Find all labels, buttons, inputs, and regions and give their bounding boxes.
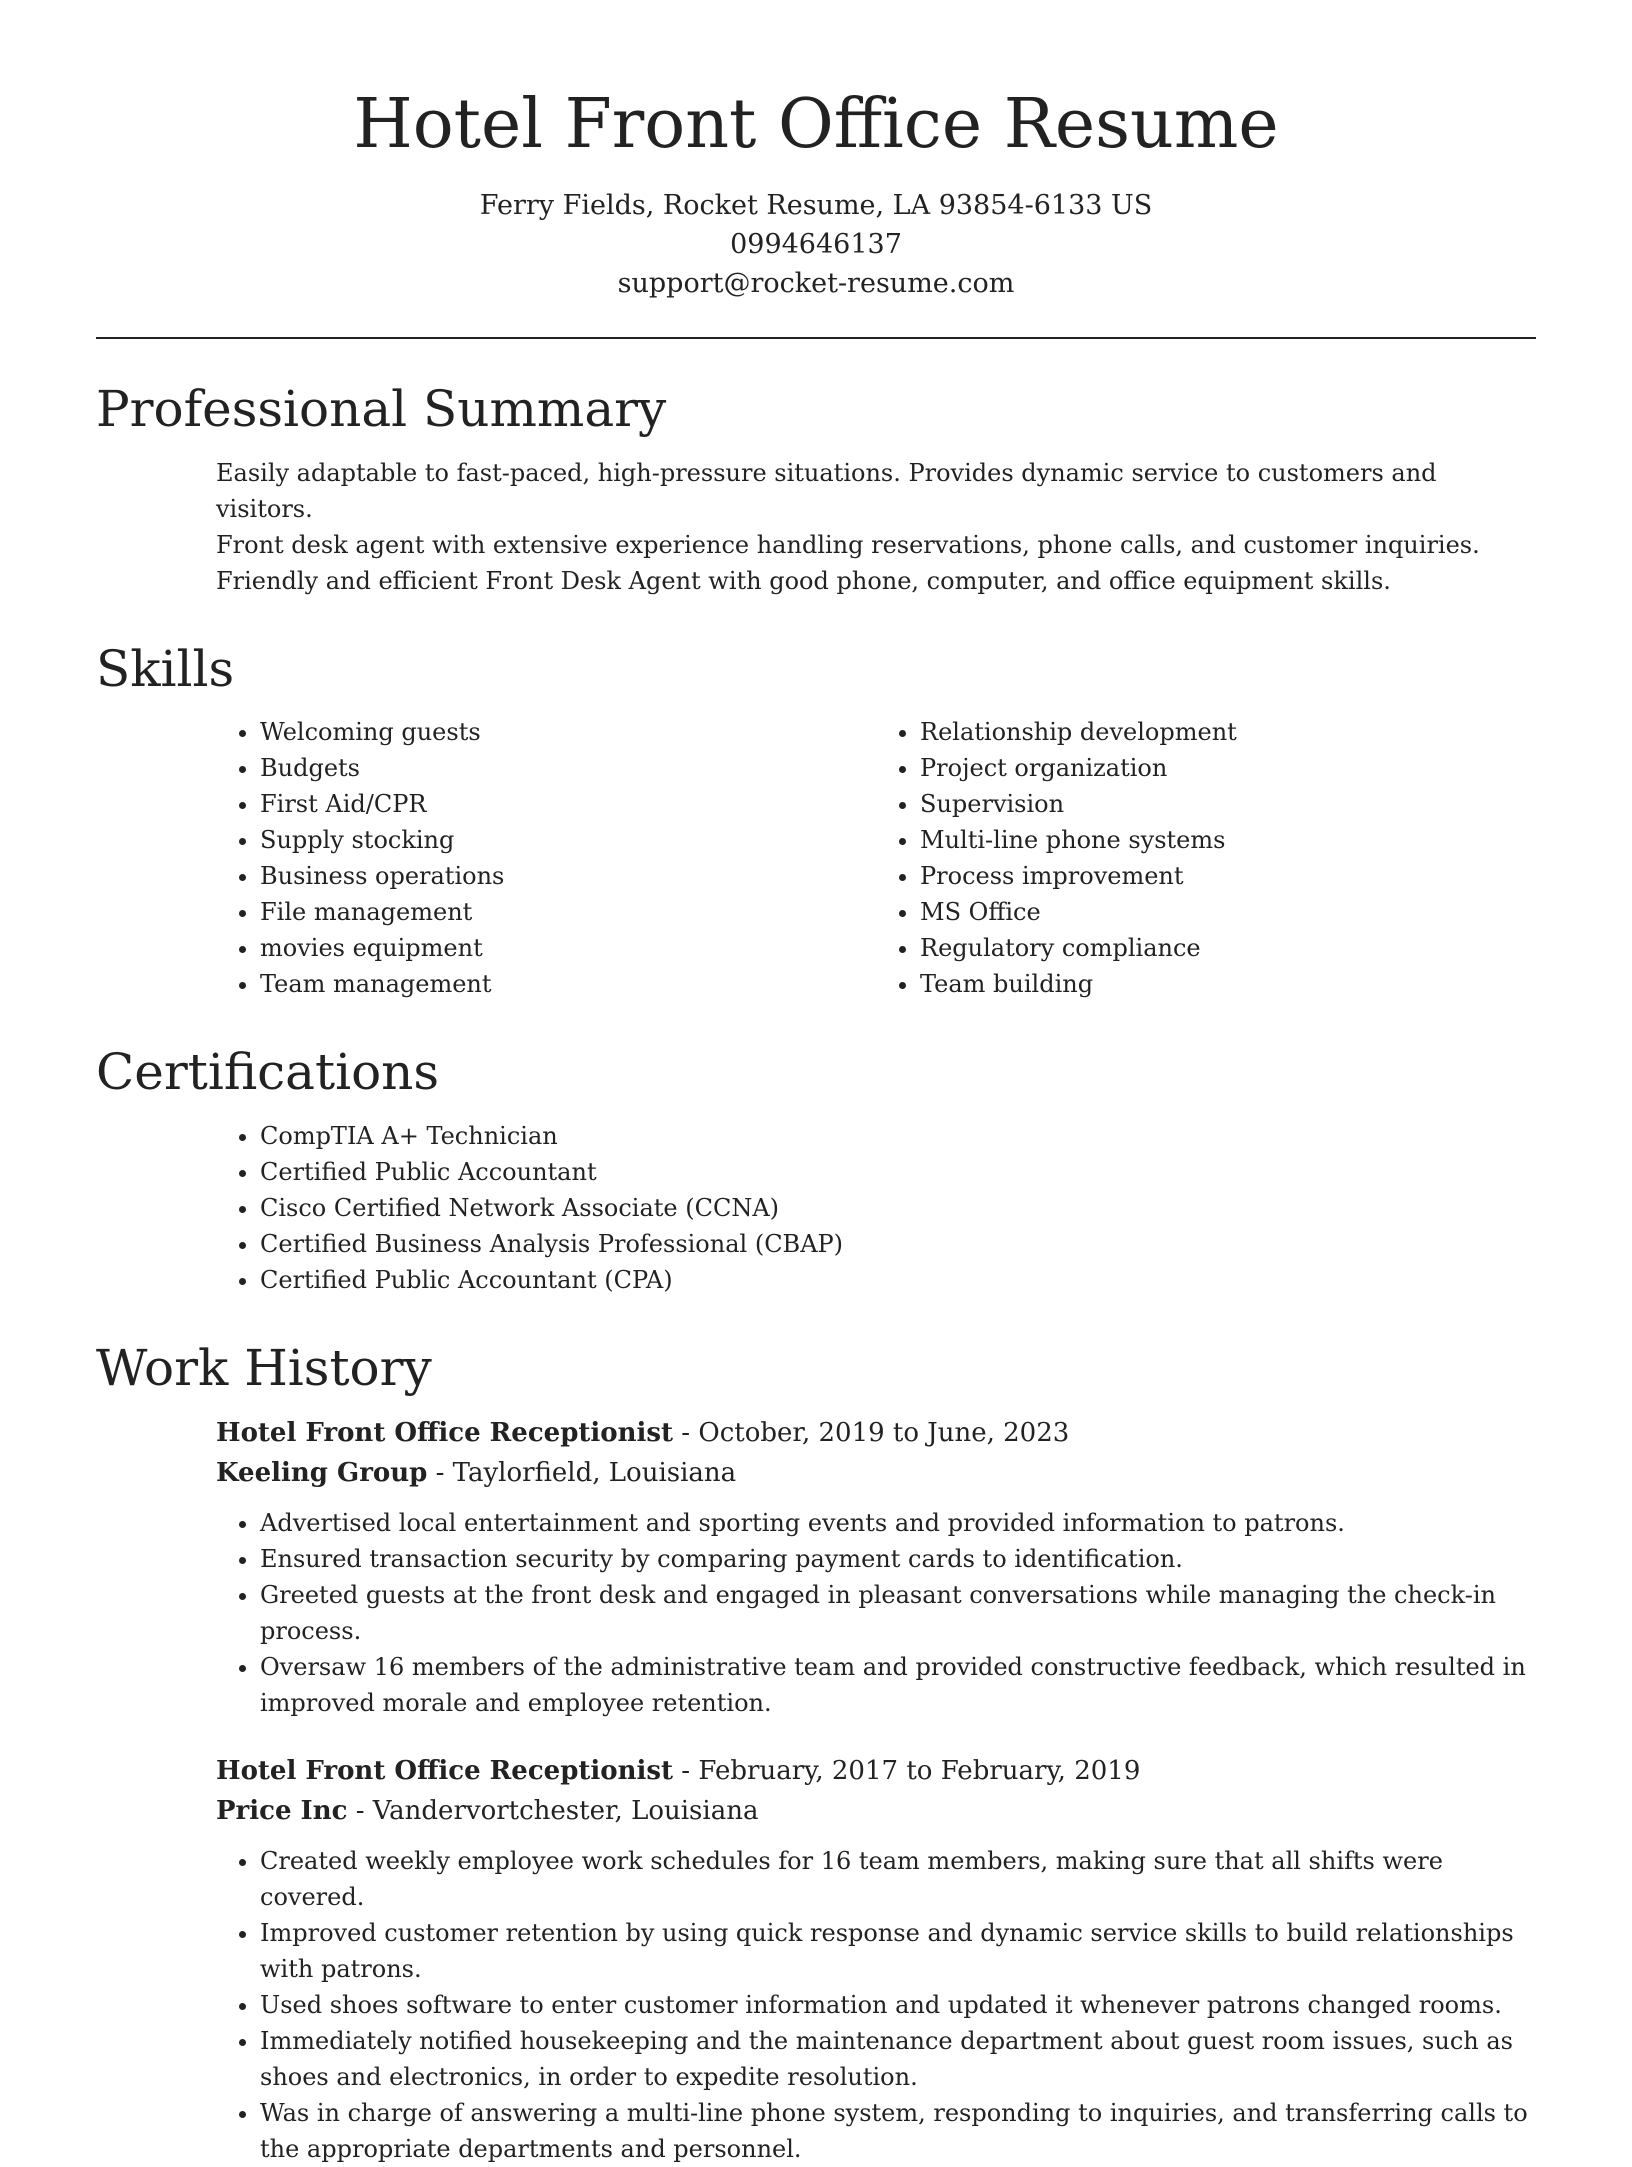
separator: - xyxy=(673,1756,699,1787)
skill-item: • Team building xyxy=(920,966,1536,1002)
job-duties-list xyxy=(216,1843,1536,2167)
job-company-line xyxy=(216,1453,1536,1493)
separator: - xyxy=(347,1796,373,1827)
summary-line: Easily adaptable to fast-paced, high-pressure situations. Provides dynamic service to customers and visitors. xyxy=(216,458,1437,523)
skills-list-left xyxy=(216,714,876,1002)
job-dates: February, 2017 to February, 2019 xyxy=(698,1756,1141,1787)
skills-columns xyxy=(216,714,1536,1002)
job-duty: • Oversaw 16 members of the administrative team and provided constructive feedback, which resulted in improved morale and employee retention. xyxy=(260,1649,1536,1721)
work-history-heading: Work History xyxy=(96,1338,432,1397)
job-company-line xyxy=(216,1791,1536,1831)
job-duty: • Immediately notified housekeeping and the maintenance department about guest room issues, such as shoes and electronics, in order to expedite resolution. xyxy=(260,2023,1536,2095)
summary-heading: Professional Summary xyxy=(96,380,667,439)
job-company: Price Inc xyxy=(216,1796,348,1827)
skill-item: • File management xyxy=(260,894,876,930)
skill-item: • Process improvement xyxy=(920,858,1536,894)
skill-item: • First Aid/CPR xyxy=(260,786,876,822)
skill-item: • Regulatory compliance xyxy=(920,930,1536,966)
skill-item: • Business operations xyxy=(260,858,876,894)
skill-item: • Supervision xyxy=(920,786,1536,822)
certification-item: • Certified Business Analysis Professional (CBAP) xyxy=(260,1226,1536,1262)
summary-line: Front desk agent with extensive experience handling reservations, phone calls, and customer inquiries. xyxy=(216,530,1480,559)
skills-heading: Skills xyxy=(96,639,235,698)
separator: - xyxy=(427,1458,453,1489)
job-dates: October, 2019 to June, 2023 xyxy=(698,1418,1070,1449)
skill-item: • Project organization xyxy=(920,750,1536,786)
job-location: Vandervortchester, Louisiana xyxy=(372,1796,759,1827)
skill-item: • Multi-line phone systems xyxy=(920,822,1536,858)
skills-list-right xyxy=(876,714,1536,1002)
job-duty: • Ensured transaction security by comparing payment cards to identification. xyxy=(260,1541,1536,1577)
job-duty: • Was in charge of answering a multi-line phone system, responding to inquiries, and transferring calls to the appropriate departments and personnel. xyxy=(260,2095,1536,2167)
job-company: Keeling Group xyxy=(216,1458,428,1489)
skill-item: • Supply stocking xyxy=(260,822,876,858)
header-divider xyxy=(96,337,1536,339)
job-location: Taylorfield, Louisiana xyxy=(452,1458,737,1489)
summary-text xyxy=(216,455,1536,599)
job-title: Hotel Front Office Receptionist xyxy=(216,1418,674,1449)
skill-item: • Budgets xyxy=(260,750,876,786)
contact-address: Ferry Fields, Rocket Resume, LA 93854-6133 US xyxy=(479,190,1153,222)
certifications-block xyxy=(216,1118,1536,1298)
skill-item: • Team management xyxy=(260,966,876,1002)
resume-header xyxy=(96,0,1536,303)
job-duty: • Advertised local entertainment and sporting events and provided information to patrons. xyxy=(260,1505,1536,1541)
certifications-heading: Certifications xyxy=(96,1043,440,1102)
job-entry xyxy=(216,1413,1536,1721)
certification-item: • Certified Public Accountant (CPA) xyxy=(260,1262,1536,1298)
job-duty: • Used shoes software to enter customer information and updated it whenever patrons changed rooms. xyxy=(260,1987,1536,2023)
job-title: Hotel Front Office Receptionist xyxy=(216,1756,674,1787)
certification-item: • CompTIA A+ Technician xyxy=(260,1118,1536,1154)
skill-item: • movies equipment xyxy=(260,930,876,966)
job-title-line xyxy=(216,1413,1536,1453)
job-duty: • Improved customer retention by using quick response and dynamic service skills to build relationships with patrons. xyxy=(260,1915,1536,1987)
job-duties-list xyxy=(216,1505,1536,1721)
summary-line: Friendly and efficient Front Desk Agent with good phone, computer, and office equipment skills. xyxy=(216,566,1391,595)
job-entry xyxy=(216,1751,1536,2167)
contact-email: support@rocket-resume.com xyxy=(617,268,1015,300)
skill-item: • Welcoming guests xyxy=(260,714,876,750)
skill-item: • MS Office xyxy=(920,894,1536,930)
certification-item: • Cisco Certified Network Associate (CCNA) xyxy=(260,1190,1536,1226)
skill-item: • Relationship development xyxy=(920,714,1536,750)
job-duty: • Greeted guests at the front desk and engaged in pleasant conversations while managing the check-in process. xyxy=(260,1577,1536,1649)
contact-phone: 0994646137 xyxy=(730,229,902,261)
certification-item: • Certified Public Accountant xyxy=(260,1154,1536,1190)
job-title-line xyxy=(216,1751,1536,1791)
job-duty: • Created weekly employee work schedules for 16 team members, making sure that all shifts were covered. xyxy=(260,1843,1536,1915)
resume-title: Hotel Front Office Resume xyxy=(353,85,1279,164)
certifications-list xyxy=(216,1118,1536,1298)
separator: - xyxy=(673,1418,699,1449)
